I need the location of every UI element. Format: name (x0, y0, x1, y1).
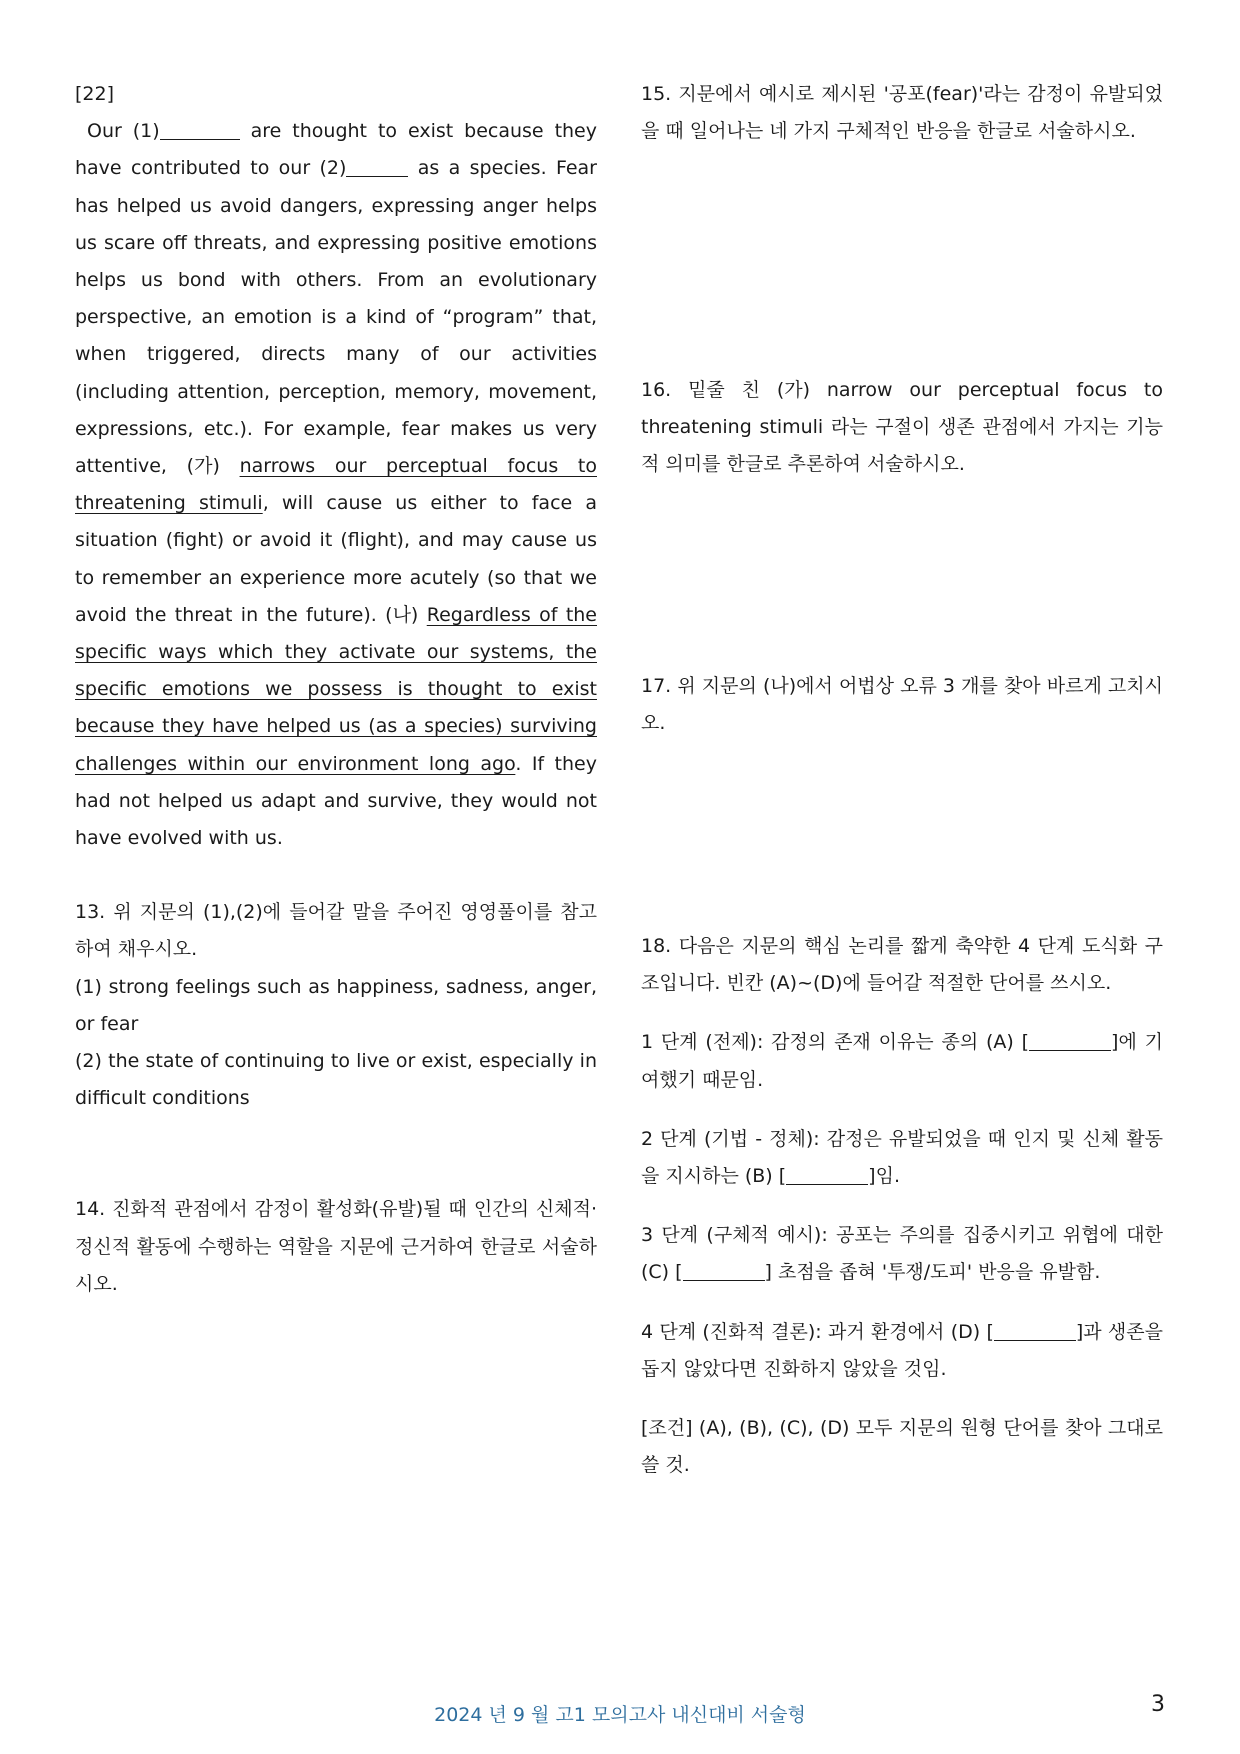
step-2-text-end: ]임. (868, 1165, 900, 1188)
q16-prompt: 16. 밑줄 친 (가) narrow our perceptual focus to threatening stimuli 라는 구절이 생존 관점에서 가지는 기능적 의미를 한글로 추론하여 서술하시오. (641, 379, 1163, 476)
q18-step-1 (641, 1024, 1163, 1098)
step-1-text: 1 단계 (전제): 감정의 존재 이유는 종의 (A) [ (641, 1031, 1030, 1054)
q15-prompt: 15. 지문에서 예시로 제시된 '공포(fear)'라는 감정이 유발되었을 때 일어나는 네 가지 구체적인 반응을 한글로 서술하시오. (641, 83, 1163, 143)
step-4-text-end: ]과 생존을 돕지 않았다면 진화하지 않았을 것임. (641, 1320, 1163, 1380)
passage-label: [22] (75, 83, 115, 105)
question-16 (641, 372, 1163, 484)
q18-step-4 (641, 1314, 1163, 1388)
q18-prompt: 18. 다음은 지문의 핵심 논리를 짧게 축약한 4 단계 도식화 구조입니다. 빈칸 (A)~(D)에 들어갈 적절한 단어를 쓰시오. (641, 935, 1163, 995)
step-3-text: 3 단계 (구체적 예시): 공포는 주의를 집중시키고 위협에 대한 (C) [ (641, 1224, 1163, 1284)
underline-ga: narrows our perceptual focus to threatening stimuli (75, 455, 597, 515)
underline-na: Regardless of the specific ways which they activate our systems, the specific emotions we possess is thought to exist because they have helped us (as a species) surviving challenges within our environment long ago (75, 603, 597, 775)
passage-segment: , will cause us either to face a situation (fight) or avoid it (flight), and may cause us to remember an experience more acutely (so that we avoid the threat in the future). (나) (75, 492, 598, 626)
left-column (75, 76, 597, 1303)
step-3-text-end: ] 초점을 좁혀 '투쟁/도피' 반응을 유발함. (764, 1261, 1101, 1284)
passage-text (75, 113, 597, 857)
q18-step-3 (641, 1217, 1163, 1291)
q13-prompt: 13. 위 지문의 (1),(2)에 들어갈 말을 주어진 영영풀이를 참고하여 채우시오. (75, 901, 597, 961)
page-number: 3 (1151, 1692, 1165, 1717)
step-4-text: 4 단계 (진화적 결론): 과거 환경에서 (D) [ (641, 1320, 994, 1343)
q18-step-2 (641, 1121, 1163, 1195)
step-1-text-end: ]에 기여했기 때문임. (641, 1031, 1163, 1091)
blank-2 (346, 157, 408, 177)
q17-prompt: 17. 위 지문의 (나)에서 어법상 오류 3 개를 찾아 바르게 고치시오. (641, 675, 1163, 735)
question-18 (641, 928, 1163, 1484)
passage-segment: . If they had not helped us adapt and survive, they would not have evolved with us. (75, 752, 597, 850)
question-15 (641, 76, 1163, 150)
blank-1 (160, 120, 240, 140)
right-column (641, 76, 1163, 1477)
question-14 (75, 1191, 597, 1303)
q13-hint-2: (2) the state of continuing to live or exist, especially in difficult conditions (75, 1050, 597, 1110)
passage-segment: are thought to exist because they have contributed to our (2) (75, 120, 597, 180)
q18-condition: [조건] (A), (B), (C), (D) 모두 지문의 원형 단어를 찾아 그대로 쓸 것. (641, 1417, 1163, 1477)
q14-prompt: 14. 진화적 관점에서 감정이 활성화(유발)될 때 인간의 신체적·정신적 활동에 수행하는 역할을 지문에 근거하여 한글로 서술하시오. (75, 1198, 597, 1295)
passage-segment: Our (1) (87, 120, 160, 143)
blank-d (994, 1321, 1076, 1341)
blank-c (683, 1261, 765, 1281)
footer-title: 2024 년 9 월 고1 모의고사 내신대비 서술형 (434, 1704, 806, 1726)
step-2-text: 2 단계 (기법 - 정체): 감정은 유발되었을 때 인지 및 신체 활동을 지시하는 (B) [ (641, 1127, 1163, 1188)
q13-hint-1: (1) strong feelings such as happiness, sadness, anger, or fear (75, 975, 597, 1035)
passage-segment: as a species. Fear has helped us avoid dangers, expressing anger helps us scare off threats, and expressing positive emotions helps us bond with others. From an evolutionary perspective, an emotion is a kind of “program” that, when triggered, directs many of our activities (including attention, perception, memory, movement, expressions, etc.). For example, fear makes us very attentive, (가) (75, 157, 597, 478)
blank-a (1029, 1031, 1111, 1051)
question-17 (641, 668, 1163, 742)
question-13 (75, 894, 597, 1117)
blank-b (786, 1165, 868, 1185)
